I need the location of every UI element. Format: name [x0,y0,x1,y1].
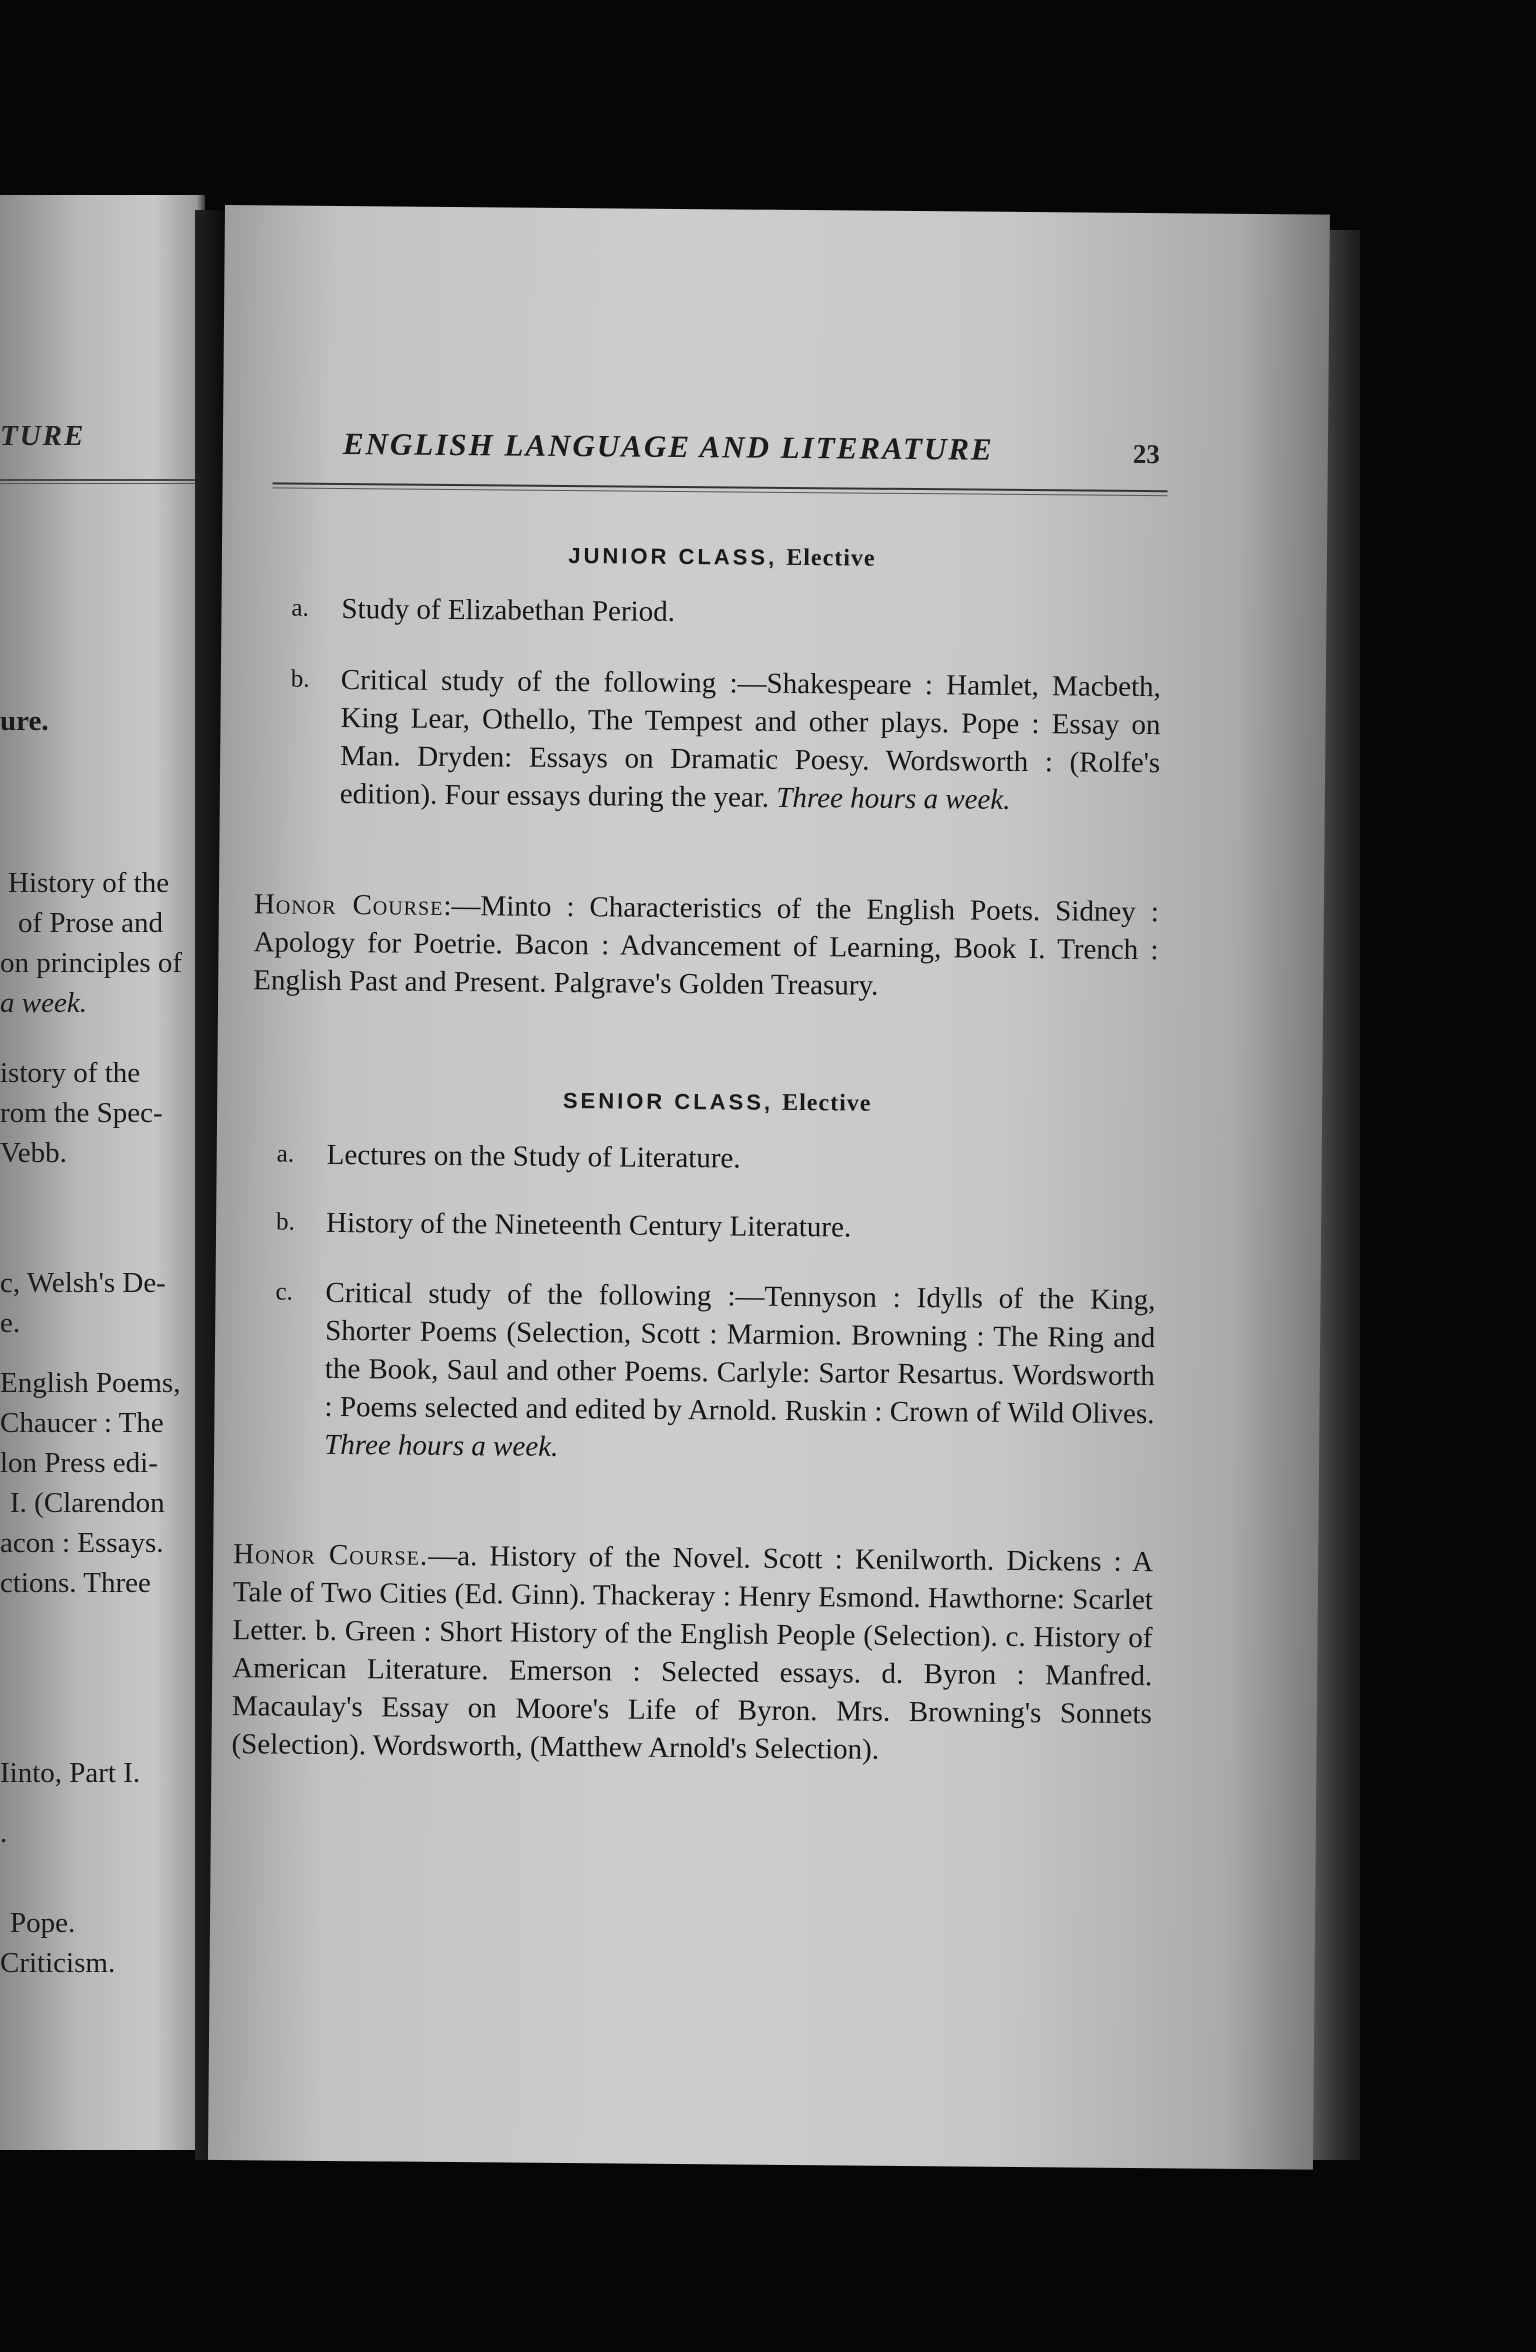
left-fragment: Iinto, Part I. [0,1757,141,1789]
left-fragment: of Prose and [18,907,163,939]
item-marker: a. [276,1140,295,1168]
item-text: Lectures on the Study of Literature. [326,1138,741,1175]
page-number: 23 [1132,438,1160,470]
left-page [0,195,205,2150]
item-marker: c. [275,1278,293,1306]
left-fragment: acon : Essays. [0,1527,164,1559]
junior-heading-elective: Elective [786,544,876,572]
honor-label: Honor Course. [233,1538,429,1572]
senior-heading-text: SENIOR CLASS, [562,1087,774,1115]
junior-heading-text: JUNIOR CLASS, [568,543,778,570]
item-text: Critical study of the following :—Shakespeare : Hamlet, Macbeth, King Lear, Othello, The Tempest and other plays. Pope : Essay on Man. Dryden: Essays on Dramatic Poesy. Wordsworth : (Rolfe's edition). Four essays during the year. [339,664,1161,814]
head-rule [273,482,1168,496]
item-text: Study of Elizabethan Period. [341,593,676,628]
senior-honor-course [231,1535,1153,1771]
left-fragment: History of the [8,867,170,899]
senior-item-a [276,1136,1157,1181]
left-fragment: rom the Spec- [0,1097,163,1129]
left-fragment: c, Welsh's De- [0,1267,166,1299]
senior-class-heading [217,1085,1217,1121]
item-marker: b. [276,1208,295,1236]
item-time: Three hours a week. [776,781,1011,816]
honor-text: —a. History of the Novel. Scott : Kenilworth. Dickens : A Tale of Two Cities (Ed. Ginn). Thackeray : Henry Esmond. Hawthorne: Scarlet Letter. b. Green : Short History of the English People (Selection). c. History of American Literature. Emerson : Selected essays. d. Byron : Manfred. Macaulay's Essay on Moore's Life of Byron. Mrs. Browning's Sonnets (Selection). Wordsworth, (Matthew Arnold's Selection). [231,1539,1154,1766]
left-fragment: e. [0,1307,21,1339]
honor-label: Honor Course [253,888,444,922]
left-fragment: Vebb. [0,1137,67,1169]
junior-item-b [290,661,1161,820]
left-fragment: I. (Clarendon [10,1487,165,1519]
left-running-head: TURE [0,420,86,452]
item-marker: b. [290,665,310,693]
junior-item-a [291,590,1161,635]
senior-item-c [275,1274,1156,1471]
item-time: Three hours a week. [324,1428,559,1463]
junior-class-heading [222,540,1222,576]
left-fragment: English Poems, [0,1367,181,1399]
senior-heading-elective: Elective [782,1089,872,1117]
honor-text: :—Minto : Characteristics of the English Poets. Sidney : Apology for Poetrie. Bacon : Advancement of Learning, Book I. Trench : English Past and Present. Palgrave's Golden Treasury. [253,889,1159,1002]
left-fragment: ctions. Three [0,1567,151,1599]
junior-honor-course [253,885,1159,1007]
running-head: ENGLISH LANGUAGE AND LITERATURE [342,426,994,467]
item-marker: a. [291,594,309,622]
item-text: Critical study of the following :—Tennyson : Idylls of the King, Shorter Poems (Selection, Scott : Marmion. Browning : The Ring and the Book, Saul and other Poems. Carlyle: Sartor Resartus. Wordsworth : Poems selected and edited by Arnold. Ruskin : Crown of Wild Olives. [324,1276,1156,1431]
senior-item-b [276,1204,1156,1249]
left-fragment: Chaucer : The [0,1407,164,1439]
left-fragment: . [0,1817,8,1849]
left-fragment: Pope. [10,1907,76,1939]
left-fragment: a week. [0,987,87,1019]
right-page [208,205,1330,2170]
left-fragment: Criticism. [0,1947,116,1979]
left-fragment: on principles of [0,947,183,979]
left-fragment: lon Press edi- [0,1447,158,1479]
item-text: History of the Nineteenth Century Literature. [325,1206,852,1244]
left-fragment: istory of the [0,1057,141,1089]
left-fragment: ure. [0,705,49,737]
left-head-rule [0,479,200,484]
